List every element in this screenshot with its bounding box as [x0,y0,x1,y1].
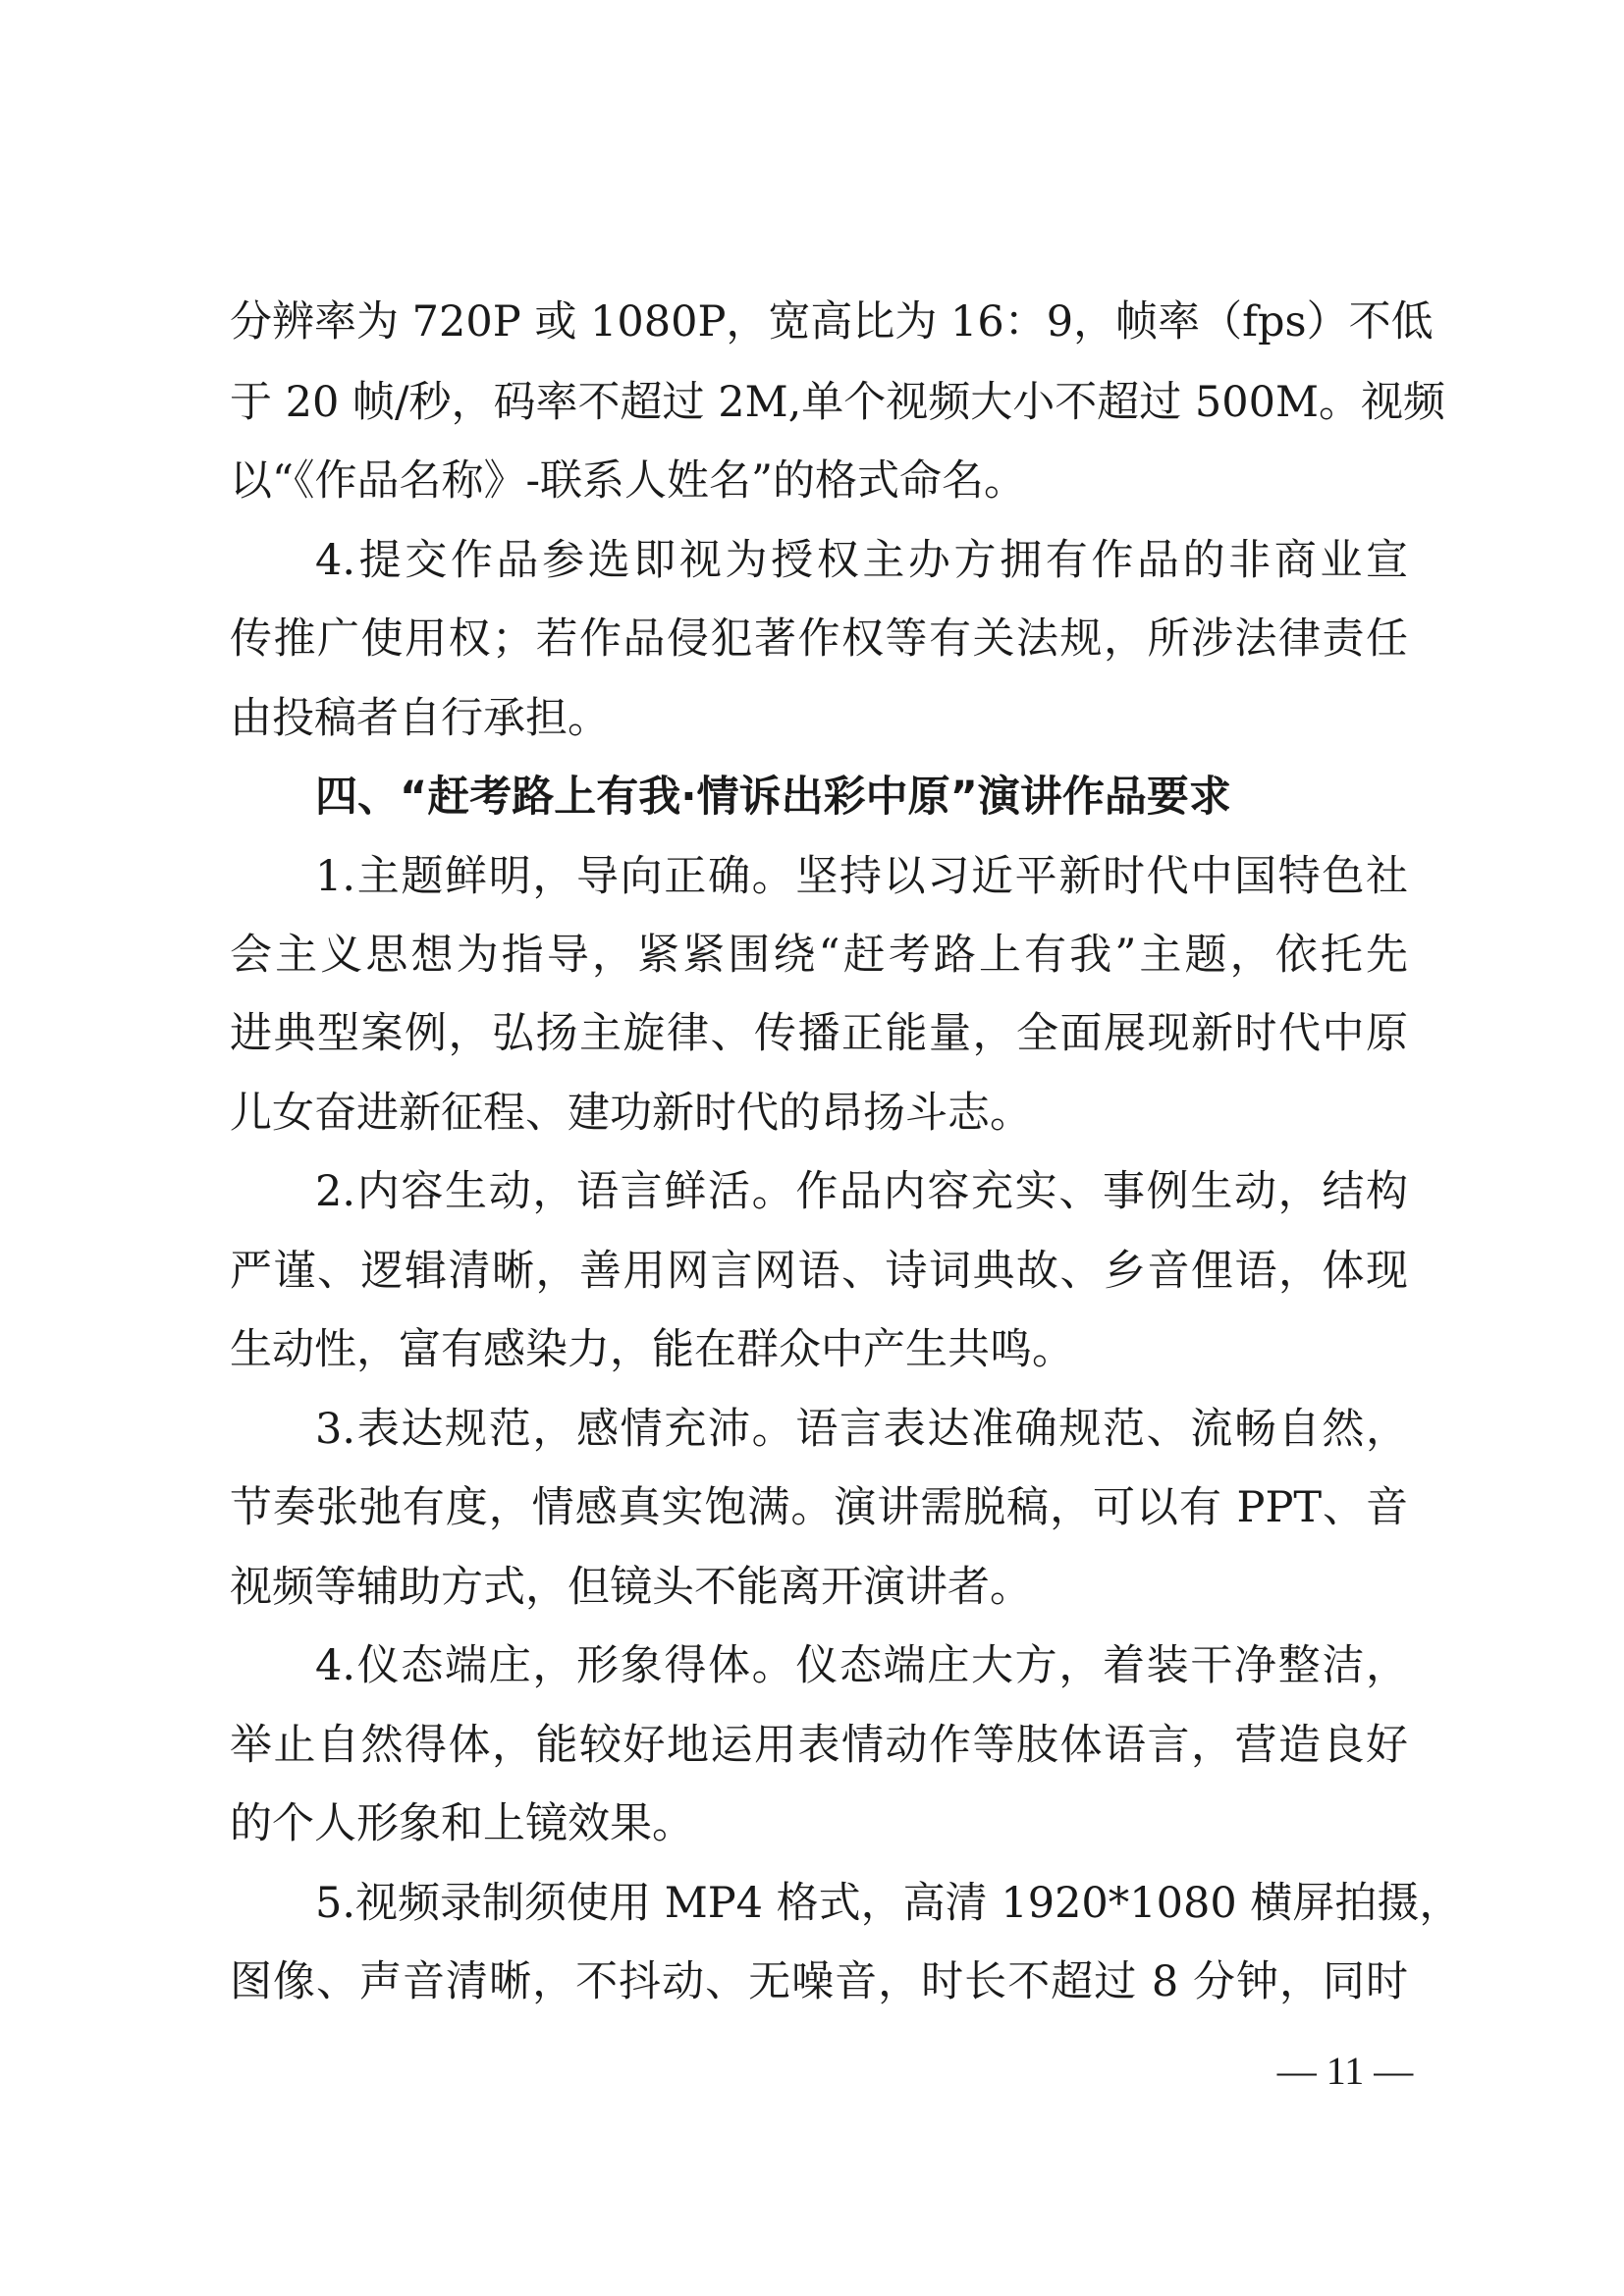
body-line: 举止自然得体，能较好地运用表情动作等肢体语言，营造良好 [230,1721,1408,1770]
body-line: 4.提交作品参选即视为授权主办方拥有作品的非商业宣 [315,536,1408,585]
body-line: 会主义思想为指导，紧紧围绕“赶考路上有我”主题，依托先 [230,931,1408,980]
body-line: 传推广使用权；若作品侵犯著作权等有关法规，所涉法律责任 [230,614,1408,664]
body-line: 1.主题鲜明，导向正确。坚持以习近平新时代中国特色社 [315,852,1408,901]
page-number: — 11 — [1276,2049,1414,2093]
body-line: 的个人形象和上镜效果。 [230,1799,694,1848]
body-line: 生动性，富有感染力，能在群众中产生共鸣。 [230,1325,1074,1374]
body-line: 图像、声音清晰，不抖动、无噪音，时长不超过 8 分钟，同时 [230,1957,1408,2006]
body-line: 视频等辅助方式，但镜头不能离开演讲者。 [230,1563,1032,1612]
body-line: 2.内容生动，语言鲜活。作品内容充实、事例生动，结构 [315,1167,1408,1216]
body-line: 儿女奋进新征程、建功新时代的昂扬斗志。 [230,1089,1032,1138]
body-line: 由投稿者自行承担。 [230,694,610,743]
body-line: 严谨、逻辑清晰，善用网言网语、诗词典故、乡音俚语，体现 [230,1247,1408,1296]
body-line: 分辨率为 720P 或 1080P，宽高比为 16：9，帧率（fps）不低 [230,297,1434,347]
body-line: 3.表达规范，感情充沛。语言表达准确规范、流畅自然， [315,1405,1408,1454]
section-heading: 四、“赶考路上有我·情诉出彩中原”演讲作品要求 [315,773,1231,822]
body-line: 4.仪态端庄，形象得体。仪态端庄大方，着装干净整洁， [315,1641,1408,1690]
body-line: 节奏张弛有度，情感真实饱满。演讲需脱稿，可以有 PPT、音 [230,1483,1408,1532]
body-line: 于 20 帧/秒，码率不超过 2M,单个视频大小不超过 500M。视频 [230,378,1446,427]
body-line: 以“《作品名称》-联系人姓名”的格式命名。 [230,456,1026,506]
body-line: 5.视频录制须使用 MP4 格式，高清 1920*1080 横屏拍摄， [315,1879,1462,1928]
body-line: 进典型案例，弘扬主旋律、传播正能量，全面展现新时代中原 [230,1009,1408,1058]
